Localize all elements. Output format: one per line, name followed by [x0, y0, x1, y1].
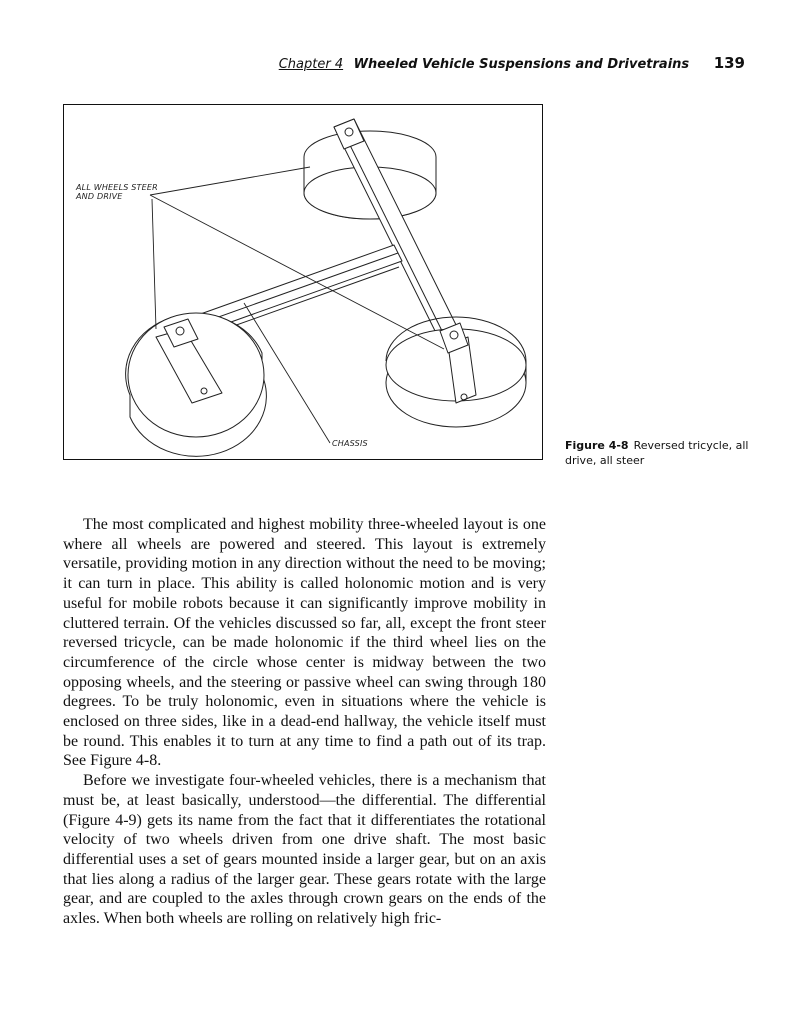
- label-chassis: CHASSIS: [332, 439, 368, 448]
- label-all-wheels-line1: ALL WHEELS STEER: [76, 183, 158, 192]
- page-number: 139: [713, 54, 745, 72]
- figure-4-8: [63, 104, 543, 460]
- chapter-title: Wheeled Vehicle Suspensions and Drivetrains: [353, 57, 690, 72]
- body-text: [63, 515, 546, 929]
- caption-text: Reversed tricycle, all drive, all steer: [565, 439, 749, 467]
- paragraph-2: Before we investigate four-wheeled vehicles, there is a mechanism that must be, at least basically, understood—the differential. The differential (Figure 4-9) gets its name from the fact that it differentiates the rotational velocity of two wheels driven from one drive shaft. The most basic differential uses a set of gears mounted inside a larger gear, but on an axis that lies along a radius of the larger gear. These gears rotate with the large gear, and are coupled to the axles through crown gears on the ends of the axles. When both wheels are rolling on relatively high fric-: [63, 772, 546, 928]
- chapter-label: Chapter 4: [278, 57, 344, 72]
- caption-number: Figure 4-8: [565, 439, 629, 452]
- wheel-right: [386, 317, 526, 427]
- running-header: [0, 54, 745, 72]
- paragraph-1: The most complicated and highest mobility three-wheeled layout is one where all wheels are powered and steered. This layout is extremely versatile, providing motion in any direction without the need to be moving; it can turn in place. This ability is called holonomic motion and is very useful for mobile robots because it can significantly improve mobility in cluttered terrain. Of the vehicles discussed so far, all, except the front steer reversed tricycle, can be made holonomic if the third wheel lies on the circumference of the circle whose center is midway between the two opposing wheels, and the steering or passive wheel can swing through 180 degrees. To be truly holonomic, even in situations where the vehicle is enclosed on three sides, like in a dead-end hallway, the vehicle itself must be round. This enables it to turn at any time to find a path out of its trap. See Figure 4-8.: [63, 516, 546, 770]
- figure-caption: [565, 438, 760, 468]
- wheel-left: [126, 313, 267, 456]
- label-all-wheels: [76, 183, 158, 201]
- label-all-wheels-line2: AND DRIVE: [76, 192, 123, 201]
- tricycle-drawing: [64, 105, 544, 461]
